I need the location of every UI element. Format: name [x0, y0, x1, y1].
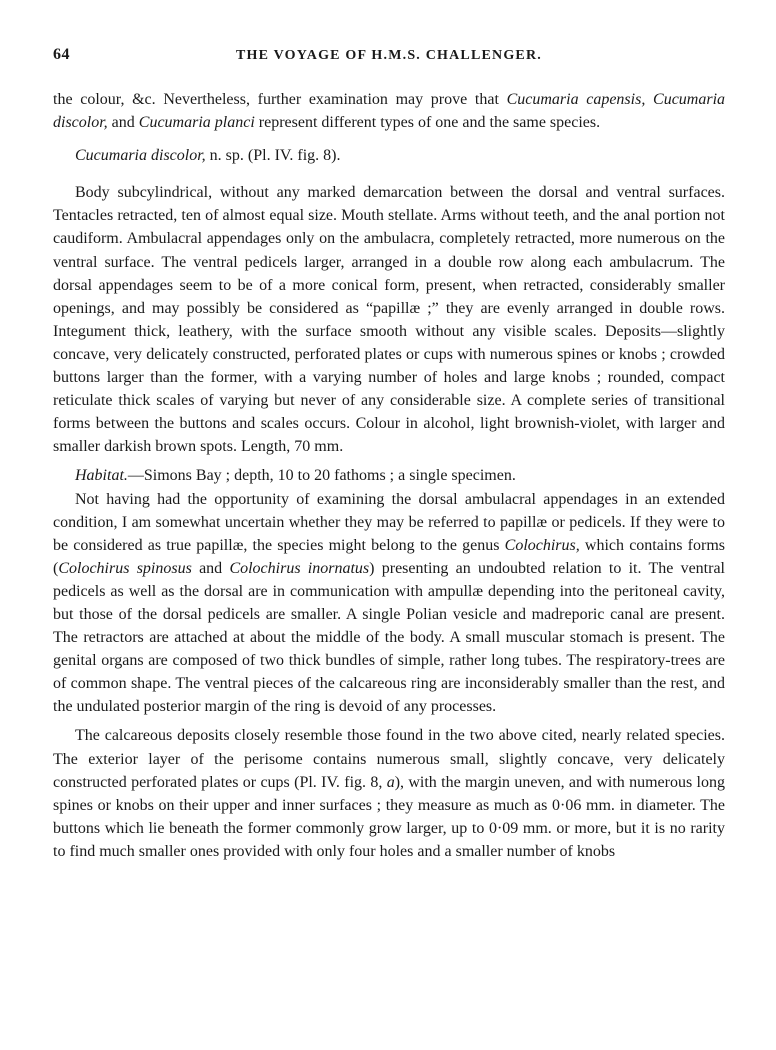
habitat-label: Habitat. — [75, 467, 128, 485]
text-run: represent different types of one and the same species. — [254, 114, 601, 132]
text-run: ), with the margin uneven, and with numerous long spines or knobs on their upper and inner surfaces ; they measure as much as 0·06 mm. in diameter. The buttons which lie beneath the former commonly grow larger, up to 0·09 mm. or more, but it is no rarity to find much smaller ones provided with only four holes and a smaller number of knobs — [53, 773, 725, 860]
text-run: and — [107, 114, 139, 132]
genus-name: Colochirus, — [504, 536, 580, 554]
species-heading — [53, 144, 725, 167]
text-run — [645, 91, 653, 108]
text-run: The calcareous deposits closely resemble those found in the two above cited, nearly related species. The exterior layer of the perisome contains numerous small, slightly concave, very delicately constructed perforated plates or cups (Pl. IV. fig. 8, — [53, 727, 725, 791]
species-name: Cucumaria discolor, — [75, 147, 206, 165]
figure-ref: a — [386, 773, 395, 791]
text-run: and — [191, 559, 230, 577]
body-text — [53, 88, 725, 863]
deposits-paragraph — [53, 724, 725, 863]
species-name: Cucumaria discolor, — [53, 91, 726, 132]
species-description — [53, 181, 725, 458]
species-name: Colochirus spinosus — [58, 559, 192, 577]
text-run: —Simons Bay ; depth, 10 to 20 fathoms ; a single specimen. — [127, 467, 516, 485]
species-name: Colochirus inornatus — [229, 559, 370, 577]
page-number: 64 — [53, 46, 70, 63]
paragraph-continuation — [53, 88, 725, 134]
species-name: Cucumaria planci — [138, 114, 255, 132]
running-title: THE VOYAGE OF H.M.S. CHALLENGER. — [236, 48, 542, 63]
species-name: Cucumaria capensis, — [506, 91, 646, 108]
text-run: Body subcylindrical, without any marked demarcation between the dorsal and ventral surfaces. Tentacles retracted, ten of almost equal size. Mouth stellate. Arms without teeth, and the anal portion not caudiform. Ambulacral appendages only on the ambulacra, completely retracted, more numerous on the ventral surface. The ventral pedicels larger, arranged in a double row along each ambulacrum. The dorsal appendages seem to be of a more conical form, present, when retracted, considerably smaller openings, and may possibly be considered as “papillæ ;” they are evenly arranged in double rows. Integument thick, leathery, with the surface smooth without any visible scales. Deposits—slightly concave, very delicately constructed, perforated plates or cups with numerous spines or knobs ; crowded buttons larger than the former, with a varying number of holes and large knobs ; rounded, compact reticulate thick scales of varying but never of any considerable size. A complete series of transitional forms between the buttons and scales occurs. Colour in alcohol, light brownish-violet, with larger and smaller darkish brown spots. Length, 70 mm. — [53, 184, 725, 456]
discussion-paragraph — [53, 488, 725, 719]
text-run: n. sp. (Pl. IV. fig. 8). — [205, 147, 341, 165]
page-header — [53, 46, 725, 68]
text-run: Not having had the opportunity of examining the dorsal ambulacral appendages in an extended condition, I am somewhat uncertain whether they may be referred to papillæ or pedicels. If they were to be considered as true papillæ, the species might belong to the genus — [53, 490, 725, 554]
text-run: ) presenting an undoubted relation to it. The ventral pedicels as well as the dorsal are in communication with ampullæ depending into the peritoneal cavity, but those of the dorsal pedicels are smaller. A single Polian vesicle and madreporic canal are present. The retractors are attached at about the middle of the body. A small muscular stomach is present. The genital organs are composed of two thick bundles of simple, rather long tubes. The respiratory-trees are of common shape. The ventral pieces of the calcareous ring are inconsiderably smaller than the rest, and the undulated posterior margin of the ring is devoid of any processes. — [53, 559, 725, 716]
text-run: which contains forms ( — [53, 536, 726, 577]
text-run: the colour, &c. Nevertheless, further examination may prove that — [53, 91, 507, 108]
habitat-paragraph — [53, 464, 725, 487]
